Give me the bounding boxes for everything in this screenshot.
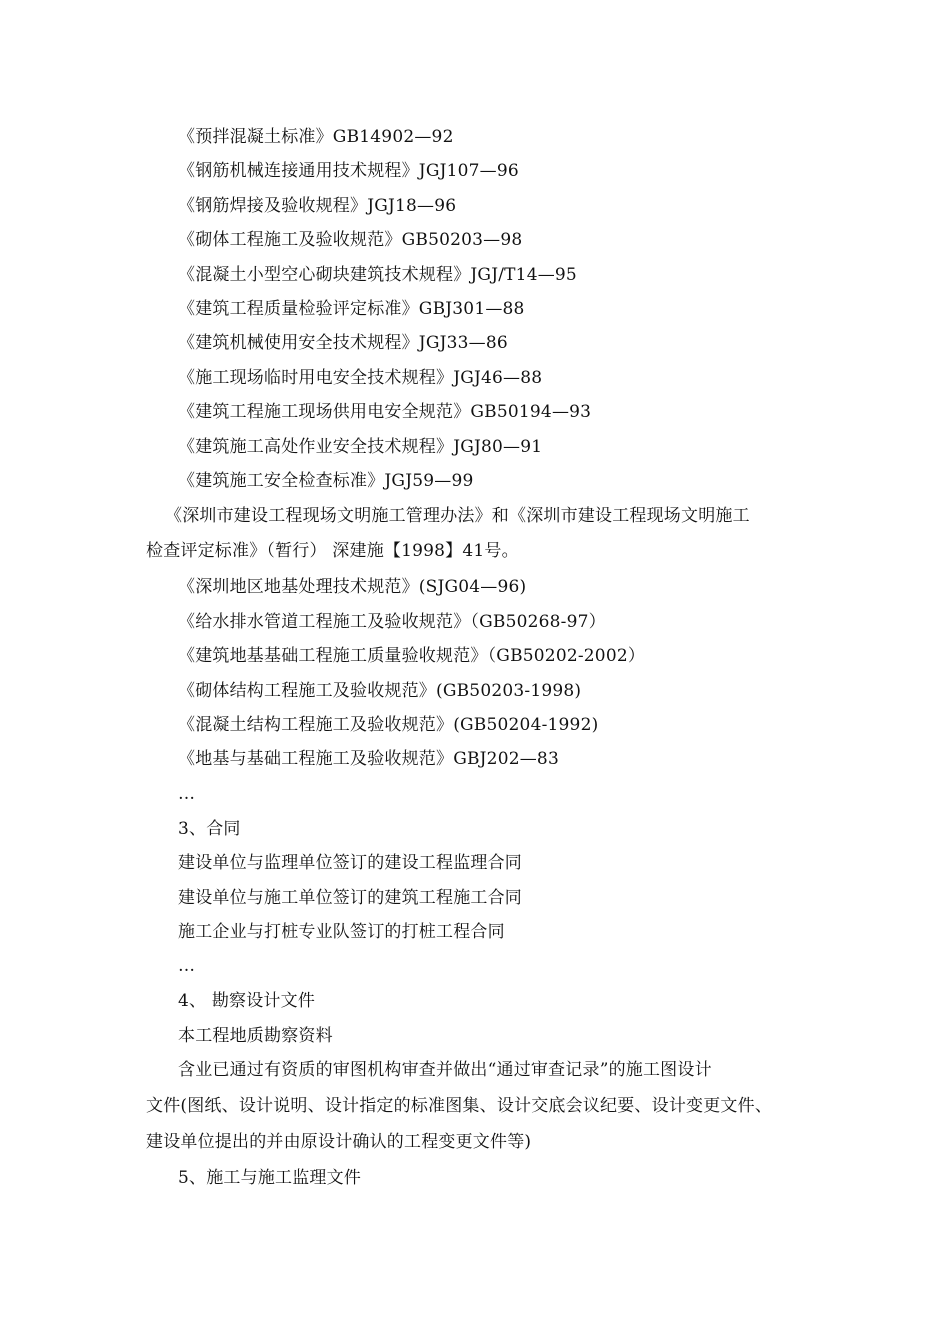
- design-paragraph-line1: 含业已通过有资质的审图机构审查并做出“通过审查记录”的施工图设计: [178, 1060, 712, 1080]
- standard-item: 《混凝土小型空心砌块建筑技术规程》JGJ/T14—95: [178, 265, 577, 285]
- standard-item: 《建筑地基基础工程施工质量验收规范》（GB50202-2002）: [178, 646, 646, 666]
- standard-item: 《砌体结构工程施工及验收规范》(GB50203-1998): [178, 681, 582, 701]
- section-heading-contract: 3、合同: [178, 819, 241, 839]
- standard-item: 《砌体工程施工及验收规范》GB50203—98: [178, 230, 523, 250]
- contract-item: 建设单位与施工单位签订的建筑工程施工合同: [178, 888, 522, 908]
- shenzhen-rule-line1: 《深圳市建设工程现场文明施工管理办法》和《深圳市建设工程现场文明施工: [165, 506, 750, 526]
- contract-item: 建设单位与监理单位签订的建设工程监理合同: [178, 853, 522, 873]
- ellipsis: …: [178, 784, 196, 804]
- standard-item: 《建筑施工高处作业安全技术规程》JGJ80—91: [178, 437, 543, 457]
- section-heading-survey-design: 4、 勘察设计文件: [178, 991, 316, 1011]
- standard-item: 《深圳地区地基处理技术规范》(SJG04—96): [178, 577, 527, 597]
- survey-item: 本工程地质勘察资料: [178, 1026, 333, 1046]
- section-heading-construction: 5、施工与施工监理文件: [178, 1168, 362, 1188]
- design-paragraph-line3: 建设单位提出的并由原设计确认的工程变更文件等): [146, 1132, 532, 1152]
- contract-item: 施工企业与打桩专业队签订的打桩工程合同: [178, 922, 505, 942]
- standard-item: 《建筑工程施工现场供用电安全规范》GB50194—93: [178, 402, 592, 422]
- standard-item: 《钢筋焊接及验收规程》JGJ18—96: [178, 196, 457, 216]
- standard-item: 《预拌混凝土标准》GB14902—92: [178, 127, 454, 147]
- standard-item: 《给水排水管道工程施工及验收规范》（GB50268-97）: [178, 612, 606, 632]
- standard-item: 《混凝土结构工程施工及验收规范》(GB50204-1992): [178, 715, 599, 735]
- ellipsis: …: [178, 956, 196, 976]
- shenzhen-rule-line2: 检查评定标准》（暂行） 深建施【1998】41号。: [146, 541, 519, 561]
- standard-item: 《建筑施工安全检查标准》JGJ59—99: [178, 471, 474, 491]
- design-paragraph-line2: 文件(图纸、设计说明、设计指定的标准图集、设计交底会议纪要、设计变更文件、: [146, 1096, 773, 1116]
- standard-item: 《建筑工程质量检验评定标准》GBJ301—88: [178, 299, 525, 319]
- standard-item: 《建筑机械使用安全技术规程》JGJ33—86: [178, 333, 508, 353]
- standard-item: 《钢筋机械连接通用技术规程》JGJ107—96: [178, 161, 519, 181]
- standard-item: 《地基与基础工程施工及验收规范》GBJ202—83: [178, 749, 559, 769]
- standard-item: 《施工现场临时用电安全技术规程》JGJ46—88: [178, 368, 543, 388]
